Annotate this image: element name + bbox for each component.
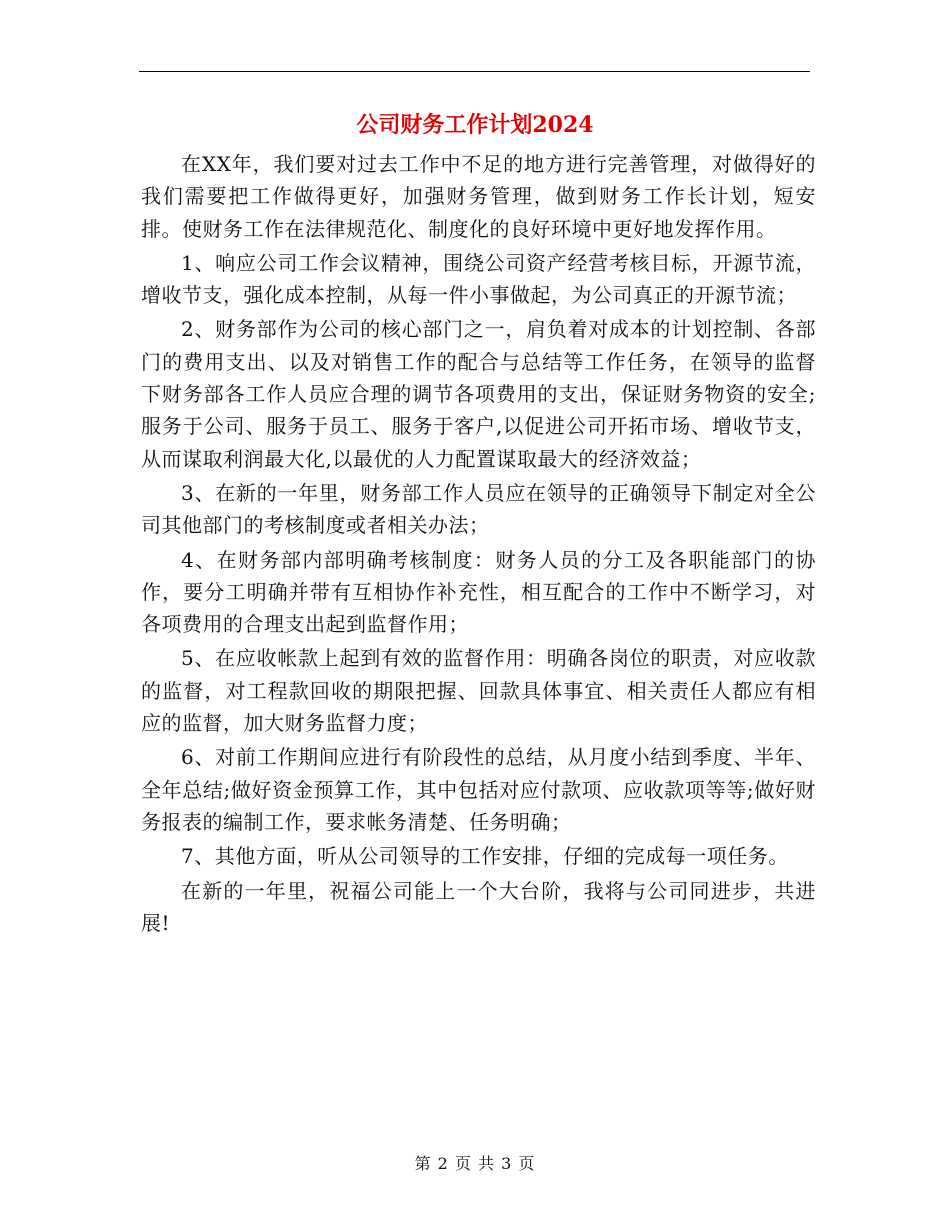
paragraph-item-2: 2、财务部作为公司的核心部门之一，肩负着对成本的计划控制、各部门的费用支出、以及对销售工作的配合与总结等工作任务，在领导的监督下财务部各工作人员应合理的调节各项费用的支出，保证财务物资的安全;服务于公司、服务于员工、服务于客户,以促进公司开拓市场、增收节支，从而谋取利润最大化,以最优的人力配置谋取最大的经济效益； (141, 317, 816, 471)
paragraph-item-3: 3、在新的一年里，财务部工作人员应在领导的正确领导下制定对全公司其他部门的考核制度或者相关办法； (141, 480, 816, 538)
page-number: 第 2 页 共 3 页 (414, 1154, 536, 1173)
paragraph-closing: 在新的一年里，祝福公司能上一个大台阶，我将与公司同进步，共进展! (141, 878, 816, 935)
paragraph-item-1: 1、响应公司工作会议精神，围绕公司资产经营考核目标，开源节流，增收节支，强化成本控制，从每一件小事做起，为公司真正的开源节流； (141, 250, 816, 308)
paragraph-item-5: 5、在应收帐款上起到有效的监督作用：明确各岗位的职责，对应收款的监督，对工程款回收的期限把握、回款具体事宜、相关责任人都应有相应的监督，加大财务监督力度； (141, 646, 816, 736)
document-body (141, 148, 816, 941)
paragraph-intro: 在XX年，我们要对过去工作中不足的地方进行完善管理，对做得好的我们需要把工作做得更好，加强财务管理，做到财务工作长计划，短安排。使财务工作在法律规范化、制度化的良好环境中更好地发挥作用。 (141, 152, 816, 241)
paragraph-item-4: 4、在财务部内部明确考核制度：财务人员的分工及各职能部门的协作，要分工明确并带有互相协作补充性，相互配合的工作中不断学习，对各项费用的合理支出起到监督作用； (141, 547, 816, 637)
paragraph-item-6: 6、对前工作期间应进行有阶段性的总结，从月度小结到季度、半年、全年总结;做好资金预算工作，其中包括对应付款项、应收款项等等;做好财务报表的编制工作，要求帐务清楚、任务明确； (141, 745, 816, 834)
document-title: 公司财务工作计划2024 (356, 112, 594, 138)
header-rule (139, 71, 810, 72)
paragraph-item-7: 7、其他方面，听从公司领导的工作安排，仔细的完成每一项任务。 (181, 844, 789, 869)
